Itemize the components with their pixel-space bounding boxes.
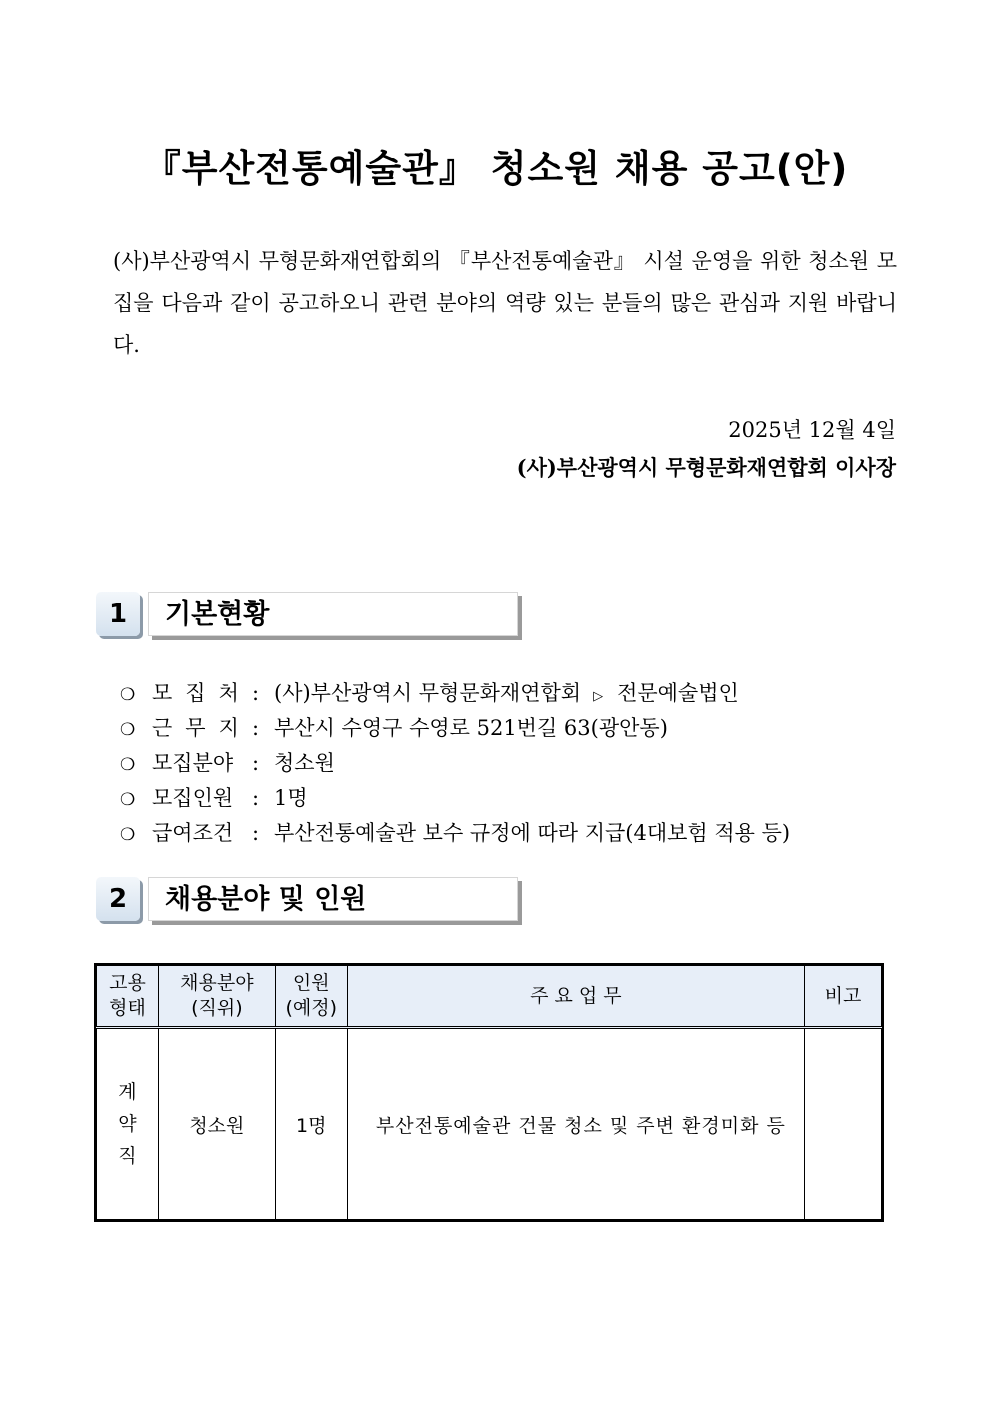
intro-paragraph: (사)부산광역시 무형문화재연합회의 『부산전통예술관』 시설 운영을 위한 청소원 모집을 다음과 같이 공고하오니 관련 분야의 역량 있는 분들의 많은 관심과 지원 바랍니다. [113,249,897,357]
list-item [120,781,790,816]
recruitment-table [96,965,882,1220]
header-position: 채용분야 (직위) [158,966,275,1028]
table-row [97,1028,882,1220]
triangle-right-icon: ▷ [593,689,604,704]
item-value: 1명 [274,786,308,810]
item-value: (사)부산광역시 무형문화재연합회 [274,681,582,705]
basic-info-list [120,676,790,851]
item-extra: 전문예술법인 [617,681,739,705]
item-label: 모집처 [152,681,252,705]
header-headcount: 인원 (예정) [275,966,347,1028]
page-title: 『부산전통예술관』 청소원 채용 공고(안) [143,147,849,190]
item-label: 모집분야 [152,751,234,775]
cell-employment-type: 계 약 직 [97,1028,159,1220]
header-duties: 주 요 업 무 [347,966,804,1028]
item-colon: : [252,786,260,810]
circle-bullet-icon: ❍ [120,685,136,705]
section-title-bar [148,877,518,921]
circle-bullet-icon: ❍ [120,720,136,740]
item-label: 모집인원 [152,786,234,810]
item-colon: : [252,681,260,705]
cell-headcount: 1명 [275,1028,347,1220]
item-label: 급여조건 [152,821,234,845]
item-value: 청소원 [274,751,335,775]
item-colon: : [252,716,260,740]
section-title-bar [148,592,518,636]
section-number: 2 [96,877,140,921]
header-note: 비고 [805,966,882,1028]
header-employment-type: 고용 형태 [97,966,159,1028]
item-colon: : [252,821,260,845]
circle-bullet-icon: ❍ [120,755,136,775]
table-header-row [97,966,882,1028]
item-value: 부산시 수영구 수영로 521번길 63(광안동) [274,716,668,740]
item-label: 근무지 [152,716,252,740]
cell-note [805,1028,882,1220]
section-2-header [96,877,524,927]
list-item [120,711,790,746]
section-title: 기본현황 [165,599,270,630]
cell-duties: 부산전통예술관 건물 청소 및 주변 환경미화 등 [347,1028,804,1220]
list-item [120,816,790,851]
issuer: (사)부산광역시 무형문화재연합회 이사장 [516,455,896,480]
list-item [120,746,790,781]
item-colon: : [252,751,260,775]
section-title: 채용분야 및 인원 [165,884,367,915]
item-value: 부산전통예술관 보수 규정에 따라 지급(4대보험 적용 등) [274,821,791,845]
cell-position: 청소원 [158,1028,275,1220]
circle-bullet-icon: ❍ [120,790,136,810]
list-item [120,676,790,711]
circle-bullet-icon: ❍ [120,825,136,845]
section-1-header [96,592,524,642]
announcement-date: 2025년 12월 4일 [728,418,896,442]
section-number: 1 [96,592,140,636]
